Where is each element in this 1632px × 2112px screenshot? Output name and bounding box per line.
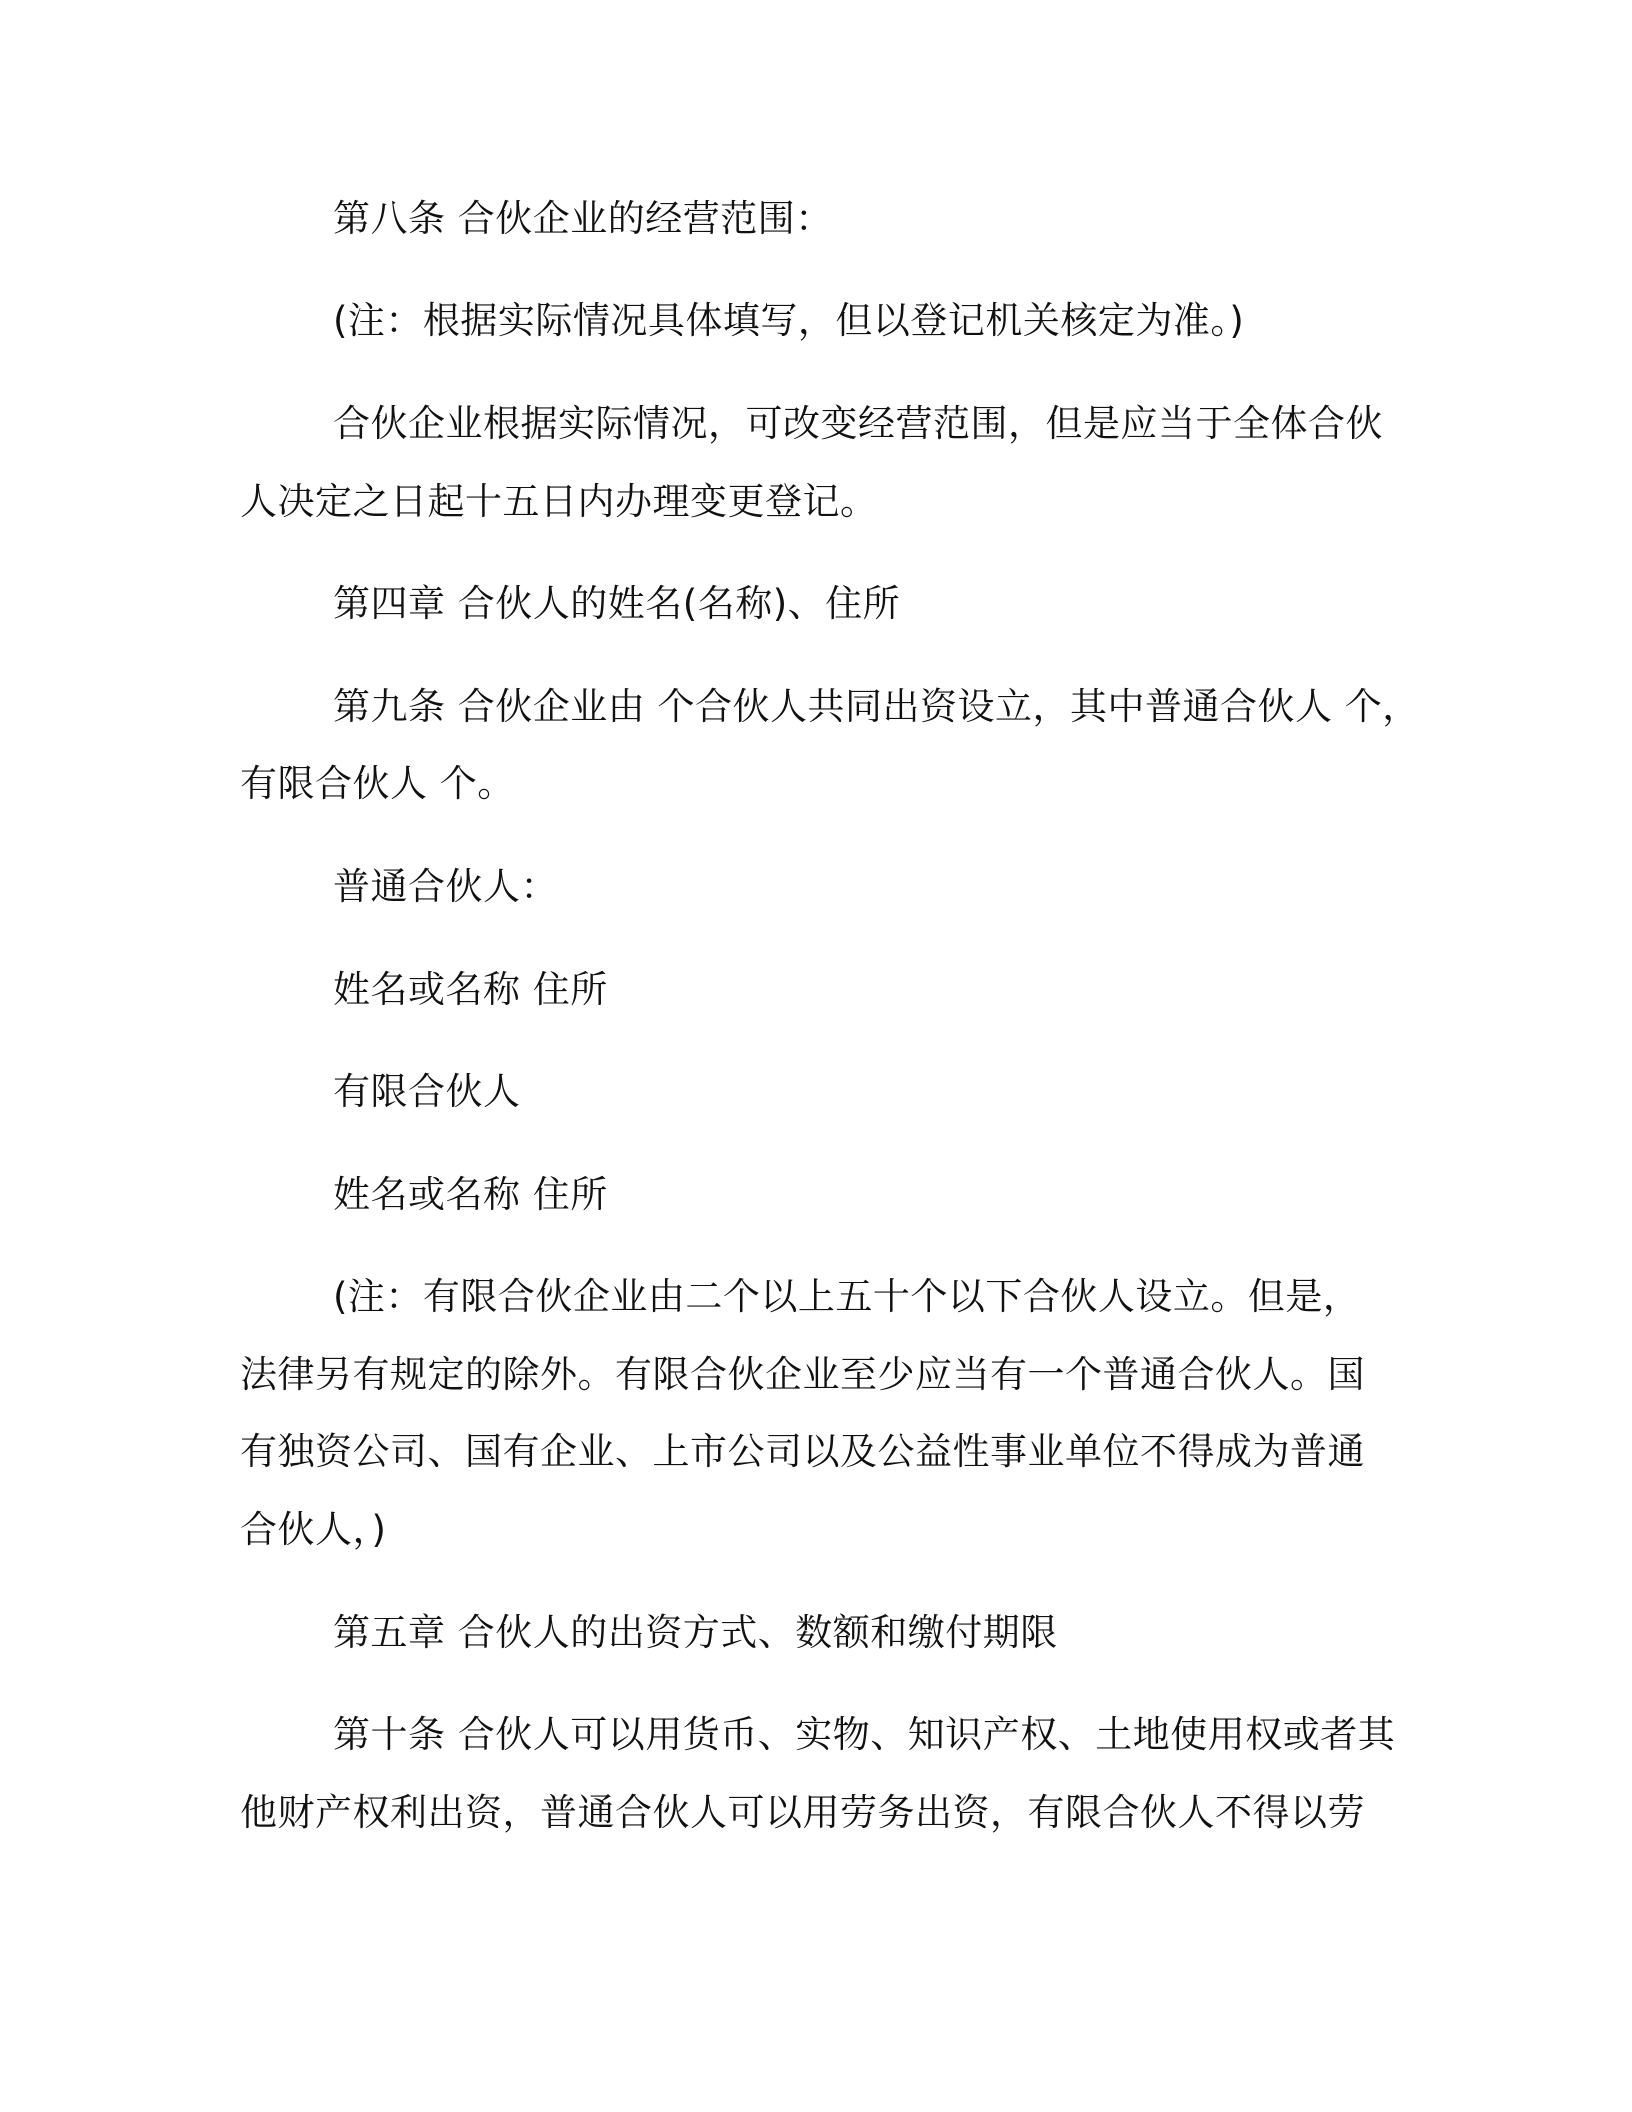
partner-note-line-4: 合伙人，) bbox=[240, 1508, 387, 1551]
chapter-5-heading: 第五章 合伙人的出资方式、数额和缴付期限 bbox=[333, 1611, 1058, 1654]
chapter-4-heading: 第四章 合伙人的姓名(名称)、住所 bbox=[333, 582, 901, 625]
general-partners-columns: 姓名或名称 住所 bbox=[333, 968, 608, 1011]
article-10-line-2: 他财产权利出资，普通合伙人可以用劳务出资，有限合伙人不得以劳 bbox=[240, 1791, 1365, 1834]
article-8-heading: 第八条 合伙企业的经营范围： bbox=[333, 197, 833, 240]
article-8-para-line-2: 人决定之日起十五日内办理变更登记。 bbox=[240, 480, 878, 523]
article-8-para-line-1: 合伙企业根据实际情况，可改变经营范围，但是应当于全体合伙 bbox=[333, 402, 1383, 445]
partner-note-line-3: 有独资公司、国有企业、上市公司以及公益性事业单位不得成为普通 bbox=[240, 1430, 1365, 1473]
article-10-line-1: 第十条 合伙人可以用货币、实物、知识产权、土地使用权或者其 bbox=[333, 1713, 1396, 1756]
article-8-note: (注：根据实际情况具体填写，但以登记机关核定为准。) bbox=[333, 299, 1245, 342]
partner-note-line-1: (注：有限合伙企业由二个以上五十个以下合伙人设立。但是， bbox=[333, 1275, 1361, 1318]
article-9-line-2: 有限合伙人 个。 bbox=[240, 762, 515, 805]
limited-partners-columns: 姓名或名称 住所 bbox=[333, 1173, 608, 1216]
partner-note-line-2: 法律另有规定的除外。有限合伙企业至少应当有一个普通合伙人。国 bbox=[240, 1353, 1365, 1396]
limited-partners-label: 有限合伙人 bbox=[333, 1070, 521, 1113]
article-9-line-1: 第九条 合伙企业由 个合伙人共同出资设立，其中普通合伙人 个， bbox=[333, 685, 1420, 728]
general-partners-label: 普通合伙人： bbox=[333, 865, 558, 908]
